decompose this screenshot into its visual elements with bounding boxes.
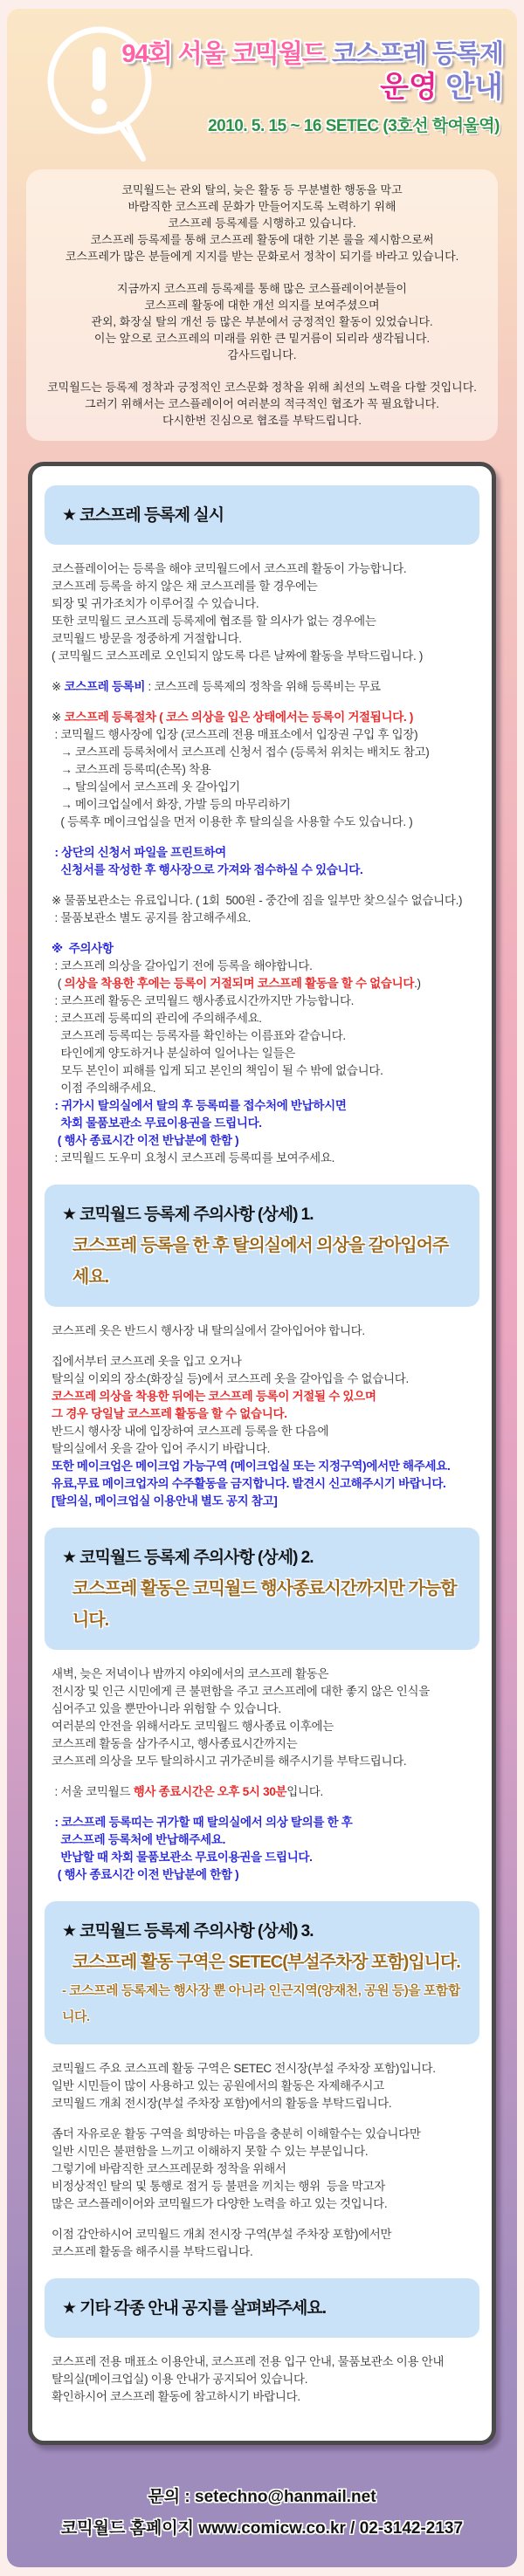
text-segment: 코스프레 등록띠는 등록자를 확인하는 이름표와 같습니다.: [52, 1029, 346, 1042]
text-segment: [탈의실, 메이크업실 이용안내 별도 공지 참고]: [52, 1494, 278, 1508]
notice-card: [28, 462, 496, 2445]
text-segment: 여러분의 안전을 위해서라도 코믹월드 행사종료 이후에는: [52, 1720, 334, 1733]
text-segment: : 코믹월드 도우미 요청시 코스프레 등록띠를 보여주세요.: [52, 1151, 335, 1164]
text-segment: 그 경우 당일날 코스프레 활동을 할 수 없습니다.: [52, 1407, 287, 1420]
text-segment: : 귀가시 탈의실에서 탈의 후 등록띠를 접수처에 반납하시면: [52, 1099, 347, 1112]
text-segment: → 메이크업실에서 화장, 가발 등의 마무리하기: [52, 798, 291, 811]
text-segment: 좀더 자유로운 활동 구역을 희망하는 마음을 충분히 이해할수는 있습니다만: [52, 2127, 421, 2140]
text-line: [52, 2195, 472, 2213]
text-line: [52, 1062, 472, 1080]
text-segment: 퇴장 및 귀가조치가 이루어질 수 있습니다.: [52, 597, 259, 610]
text-line: [52, 1814, 472, 1831]
poster-frame: [7, 9, 517, 2567]
text-line: [52, 1370, 472, 1388]
section-heading-box: [45, 1528, 479, 1650]
text-line: [52, 1115, 472, 1132]
text-segment: 심어주고 있을 뿐만아니라 위험할 수 있습니다.: [52, 1702, 281, 1715]
text-line: [52, 630, 472, 648]
text-segment: 코스프레 활동을 삼가주시고, 행사종료시간까지는: [52, 1737, 298, 1750]
text-segment: 코믹월드 개최 전시장(부설 주차장 포함)에서의 활동을 부탁드립니다.: [52, 2097, 392, 2110]
text-line: [52, 560, 472, 578]
text-line: [52, 1666, 472, 1683]
poster-header: [7, 9, 517, 164]
title-part-event: 94회 서울 코믹월드: [121, 40, 332, 68]
text-line: [52, 1753, 472, 1770]
title-part-operation: 운영: [380, 71, 438, 105]
text-line: [52, 696, 472, 709]
text-segment: 차회 물품보관소 무료이용권을 드립니다.: [52, 1116, 262, 1130]
text-line: [52, 2213, 472, 2226]
intro-paragraph: [31, 182, 493, 264]
text-segment: ※ 주의사항: [52, 942, 114, 955]
text-segment: 일반 시민은 불편함을 느끼고 이해하지 못할 수 있는 부분입니다.: [52, 2145, 369, 2158]
text-line: 코믹월드는 관외 탈의, 늦은 활동 등 무분별한 행동을 막고: [121, 183, 403, 196]
text-line: [52, 993, 472, 1010]
text-segment: .): [414, 977, 421, 990]
text-line: [52, 2143, 472, 2160]
text-segment: 또한 메이크업은 메이크업 가능구역 (메이크업실 또는 지정구역)에서만 해주세요.: [52, 1460, 451, 1473]
text-line: [62, 1917, 462, 1947]
text-line: [52, 2371, 472, 2388]
text-line: [52, 879, 472, 892]
text-segment: 유료,무료 메이크업자의 수주활동을 금지합니다. 발견시 신고해주시기 바랍니다.: [52, 1477, 446, 1490]
text-segment: 코스프레 등록을 하지 않은 채 코스프레를 할 경우에는: [52, 580, 318, 593]
text-line: [52, 2078, 472, 2095]
text-line: [52, 2126, 472, 2143]
text-line: [52, 678, 472, 696]
text-segment: ★ 코믹월드 등록제 주의사항 (상세) 2.: [62, 1549, 314, 1567]
text-line: [52, 831, 472, 844]
text-segment: 이점 주의해주세요.: [52, 1082, 156, 1095]
text-segment: 코믹월드 방문을 정중하게 거절합니다.: [52, 632, 242, 645]
text-line: [62, 1230, 462, 1293]
text-line: [52, 761, 472, 779]
text-segment: 코스프레 의상을 모두 탈의하시고 귀가준비를 해주시기를 부탁드립니다.: [52, 1755, 407, 1768]
text-line: [52, 1700, 472, 1718]
text-line: [52, 1770, 472, 1783]
text-segment: ★ 기타 각종 안내 공지를 살펴봐주세요.: [62, 2299, 327, 2318]
text-line: [52, 1683, 472, 1700]
text-segment: ★ 코믹월드 등록제 주의사항 (상세) 1.: [62, 1206, 314, 1224]
text-segment: 모두 본인이 피해를 입게 되고 본인의 책임이 될 수 밖에 없습니다.: [52, 1064, 383, 1077]
text-segment: 코믹월드 주요 코스프레 활동 구역은 SETEC 전시장(부설 주차장 포함)입니다.: [52, 2062, 436, 2075]
text-line: 코스프레 등록제를 통해 코스프레 활동에 대한 기본 룰을 제시함으로써: [90, 233, 434, 246]
text-segment: 코스프레 활동을 해주시를 부탁드립니다.: [52, 2245, 253, 2258]
section-body: [45, 559, 479, 1172]
text-line: [52, 1097, 472, 1115]
text-segment: : 코스프레 등록띠의 관리에 주의해주세요.: [52, 1012, 262, 1025]
text-segment: 코스프레 전용 매표소 이용안내, 코스프레 전용 입구 안내, 물품보관소 이용 안내: [52, 2355, 445, 2368]
text-segment: 코스프레 의상을 착용한 뒤에는 코스프레 등록이 거절될 수 있으며: [52, 1390, 376, 1403]
text-segment: → 탈의실에서 코스프레 옷 갈아입기: [52, 780, 240, 793]
text-segment: 반납할 때 차회 물품보관소 무료이용권을 드립니다.: [52, 1851, 313, 1864]
text-line: [62, 1573, 462, 1636]
poster-footer: [7, 2482, 517, 2545]
text-line: [52, 744, 472, 761]
section-heading-box: [45, 1185, 479, 1307]
text-line: [52, 665, 472, 678]
text-line: [52, 1322, 472, 1340]
text-line: [52, 2353, 472, 2371]
title-line-1: [7, 38, 503, 70]
text-line: [52, 1831, 472, 1849]
text-segment: → 코스프레 등록처에서 코스프레 신청서 접수 (등록처 위치는 배치도 참고): [52, 745, 430, 759]
section-body: [45, 1321, 479, 1515]
text-line: [52, 1801, 472, 1814]
contact-email: 문의 : setechno@hanmail.net: [148, 2488, 376, 2506]
text-line: [52, 578, 472, 595]
text-line: [52, 2178, 472, 2195]
text-segment: 새벽, 늦은 저녁이나 밤까지 야외에서의 코스프레 활동은: [52, 1667, 329, 1680]
text-segment: ★ 코믹월드 등록제 주의사항 (상세) 3.: [62, 1922, 314, 1941]
text-segment: ( 행사 종료시간 이전 반납분에 한함 ): [52, 1868, 239, 1881]
text-segment: 그렇기에 바람직한 코스프레문화 정착을 위해서: [52, 2162, 286, 2175]
text-segment: 신청서를 작성한 후 행사장으로 가져와 접수하실 수 있습니다.: [52, 863, 363, 876]
text-segment: (: [52, 977, 65, 990]
text-line: [52, 940, 472, 958]
title-line-2: [7, 70, 503, 106]
text-segment: 많은 코스플레이어와 코믹월드가 다양한 노력을 하고 있는 것입니다.: [52, 2197, 388, 2210]
text-segment: 코스프레 등록비: [64, 680, 146, 693]
text-segment: : 서울 코믹월드: [52, 1785, 134, 1798]
intro-paragraph: [31, 379, 493, 429]
text-line: [52, 2388, 472, 2406]
text-line: [52, 1440, 472, 1458]
text-line: [52, 1735, 472, 1753]
text-line: [62, 1543, 462, 1573]
text-segment: 탈의실(메이크업실) 이용 안내가 공지되어 있습니다.: [52, 2373, 308, 2386]
text-line: [52, 796, 472, 814]
text-line: [52, 595, 472, 613]
text-line: [52, 1718, 472, 1735]
text-line: [52, 910, 472, 927]
text-segment: ( 행사 종료시간 이전 반납분에 한함 ): [52, 1134, 239, 1147]
text-line: [52, 2112, 472, 2126]
text-line: [52, 844, 472, 862]
intro-message-box: [26, 169, 498, 441]
text-line: [52, 1353, 472, 1370]
text-line: [52, 2095, 472, 2112]
text-segment: 확인하시어 코스프레 활동에 참고하시기 바랍니다.: [52, 2390, 300, 2403]
text-segment: 이점 감안하시어 코믹월드 개최 전시장 구역(부설 주차장 포함)에서만: [52, 2228, 392, 2241]
text-segment: ※: [52, 680, 65, 693]
text-segment: 또한 코믹월드 코스프레 등록제에 협조를 할 의사가 없는 경우에는: [52, 615, 376, 628]
text-segment: ※: [52, 711, 65, 724]
text-line: [52, 779, 472, 796]
text-line: [52, 1132, 472, 1150]
text-segment: 입니다.: [286, 1785, 323, 1798]
text-segment: 코스프레 옷은 반드시 행사장 내 탈의실에서 갈아입어야 합니다.: [52, 1324, 365, 1337]
text-segment: : 코스프레 활동은 코믹월드 행사종료시간까지만 가능합니다.: [52, 994, 355, 1007]
text-segment: : 코믹월드 행사장에 입장 (코스프레 전용 매표소에서 입장권 구입 후 입장): [52, 728, 418, 741]
text-segment: 코스프레 등록을 한 후 탈의실에서 의상을 갈아입어주세요.: [72, 1236, 449, 1287]
text-line: [52, 927, 472, 940]
text-line: 코믹월드는 등록제 정착과 긍정적인 코스문화 정착을 위해 최선의 노력을 다할 것입니다.: [47, 381, 477, 394]
text-segment: ※ 물품보관소는 유료입니다. ( 1회 500원 - 중간에 짐을 일부만 찾으실수 없습니다.): [52, 894, 463, 907]
text-line: [52, 726, 472, 744]
text-line: [52, 975, 472, 993]
text-line: [52, 1388, 472, 1405]
text-segment: : 코스프레 등록띠는 귀가할 때 탈의실에서 의상 탈의를 한 후: [52, 1816, 353, 1829]
text-line: [62, 1200, 462, 1230]
text-line: [52, 1475, 472, 1493]
text-line: [52, 1493, 472, 1510]
section-heading-box: [45, 485, 479, 545]
title-part-guide: 안내: [437, 71, 503, 105]
text-segment: 일반 시민들이 많이 사용하고 있는 공원에서의 활동은 자제해주시고: [52, 2079, 384, 2092]
text-line: [52, 892, 472, 910]
text-segment: 반드시 행사장 내에 입장하여 코스프레 등록을 한 다음에: [52, 1425, 329, 1438]
text-line: [52, 1340, 472, 1353]
text-line: [52, 1866, 472, 1884]
text-segment: 비정상적인 탈의 및 통행로 점거 등 불편을 끼치는 행위 등을 막고자: [52, 2180, 385, 2193]
text-line: [52, 1027, 472, 1045]
text-line: [62, 1947, 462, 1978]
text-segment: ( 코믹월드 코스프레로 오인되지 않도록 다른 날짜에 활동을 부탁드립니다. ): [52, 649, 424, 663]
text-segment: 탈의실에서 옷을 갈아 입어 주시기 바랍니다.: [52, 1442, 271, 1455]
intro-paragraph: [31, 280, 493, 363]
text-line: 감사드립니다.: [227, 348, 297, 361]
text-segment: ★ 코스프레 등록제 실시: [62, 506, 224, 525]
section-heading-box: [45, 1901, 479, 2044]
poster-title: [7, 38, 517, 106]
text-segment: 전시장 및 인근 시민에게 큰 불편함을 주고 코스프레에 대한 좋지 않은 인식을: [52, 1685, 430, 1698]
text-segment: 의상을 착용한 후에는 등록이 거절되며 코스프레 활동을 할 수 없습니다: [64, 977, 415, 990]
text-segment: : 코스프레 등록제의 정착을 위해 등록비는 무료: [145, 680, 381, 693]
text-line: [52, 648, 472, 665]
text-segment: → 코스프레 등록띠(손목) 착용: [52, 763, 211, 776]
homepage-and-phone: 코믹월드 홈페이지 www.comicw.co.kr / 02-3142-2137: [60, 2519, 464, 2538]
text-line: [52, 2226, 472, 2243]
text-line: 이는 앞으로 코스프레의 미래를 위한 큰 밑거름이 되리라 생각됩니다.: [93, 332, 431, 345]
section-body: [45, 2058, 479, 2266]
text-line: [62, 1978, 462, 2030]
text-segment: 코스플레이어는 등록을 해야 코믹월드에서 코스프레 활동이 가능합니다.: [52, 562, 407, 575]
text-line: [52, 1045, 472, 1062]
text-segment: - 코스프레 등록제는 행사장 뿐 아니라 인근지역(양재천, 공원 등)을 포함합니다.: [62, 1983, 460, 2024]
text-line: 지금까지 코스프레 등록제를 통해 많은 코스플레이어분들이: [116, 282, 407, 295]
text-segment: 코스프레 활동 구역은 SETEC(부설주차장 포함)입니다.: [72, 1953, 460, 1972]
text-line: [52, 1458, 472, 1475]
text-line: [52, 1405, 472, 1423]
text-segment: ( 등록후 메이크업실을 먼저 이용한 후 탈의실을 사용할 수도 있습니다. ): [52, 815, 413, 828]
text-segment: 코스프레 등록처에 반납해주세요.: [52, 1833, 226, 1846]
text-line: [52, 1849, 472, 1866]
text-line: [52, 1423, 472, 1440]
text-line: 코스프레 등록제를 시행하고 있습니다.: [168, 216, 356, 230]
text-line: [52, 1080, 472, 1097]
text-line: 코스프레 활동에 대한 개선 의지를 보여주셨으며: [144, 299, 380, 312]
text-line: 바람직한 코스프레 문화가 만들어지도록 노력하기 위해: [128, 200, 396, 213]
text-line: [52, 814, 472, 831]
title-part-registration: 코스프레 등록제: [331, 40, 503, 68]
text-line: 그러기 위해서는 코스플레이어 여러분의 적극적인 협조가 꼭 필요합니다.: [85, 397, 439, 410]
text-line: 코스프레가 많은 분들에게 지지를 받는 문화로서 정착이 되기를 바라고 있습니다.: [65, 250, 459, 263]
text-line: [52, 2160, 472, 2178]
text-line: [52, 1010, 472, 1027]
text-line: [62, 501, 462, 531]
text-segment: 타인에게 양도하거나 분실하여 일어나는 일들은: [52, 1047, 295, 1060]
text-line: 관외, 화장실 탈의 개선 등 많은 부분에서 긍정적인 활동이 있었습니다.: [91, 315, 433, 328]
text-line: [52, 1150, 472, 1167]
text-line: [52, 709, 472, 726]
text-line: [52, 862, 472, 879]
text-line: [52, 613, 472, 630]
text-line: [62, 2294, 462, 2324]
text-line: [52, 2243, 472, 2261]
text-line: 다시한번 진심으로 협조를 부탁드립니다.: [162, 414, 362, 427]
text-segment: : 상단의 신청서 파일을 프린트하여: [52, 846, 226, 859]
text-segment: 코스프레 활동은 코믹월드 행사종료시간까지만 가능합니다.: [72, 1579, 457, 1630]
event-date-location: 2010. 5. 15 ~ 16 SETEC (3호선 학여울역): [208, 117, 500, 136]
text-segment: : 물품보관소 별도 공지를 참고해주세요.: [52, 911, 252, 924]
section-heading-box: [45, 2278, 479, 2338]
section-body: [45, 2352, 479, 2411]
text-segment: : 코스프레 의상을 갈아입기 전에 등록을 해야합니다.: [52, 959, 313, 972]
text-line: [52, 958, 472, 975]
text-line: [52, 2060, 472, 2078]
text-segment: 집에서부터 코스프레 옷을 입고 오거나: [52, 1355, 242, 1368]
text-line: [52, 1783, 472, 1801]
text-segment: 행사 종료시간은 오후 5시 30분: [133, 1785, 287, 1798]
text-segment: 코스프레 등록절차 ( 코스 의상을 입은 상태에서는 등록이 거절됩니다. ): [64, 711, 414, 724]
cosplay-notice-poster: [0, 9, 524, 2567]
text-segment: 탈의실 이외의 장소(화장실 등)에서 코스프레 옷을 갈아입을 수 없습니다.: [52, 1372, 409, 1385]
section-body: [45, 1664, 479, 1889]
